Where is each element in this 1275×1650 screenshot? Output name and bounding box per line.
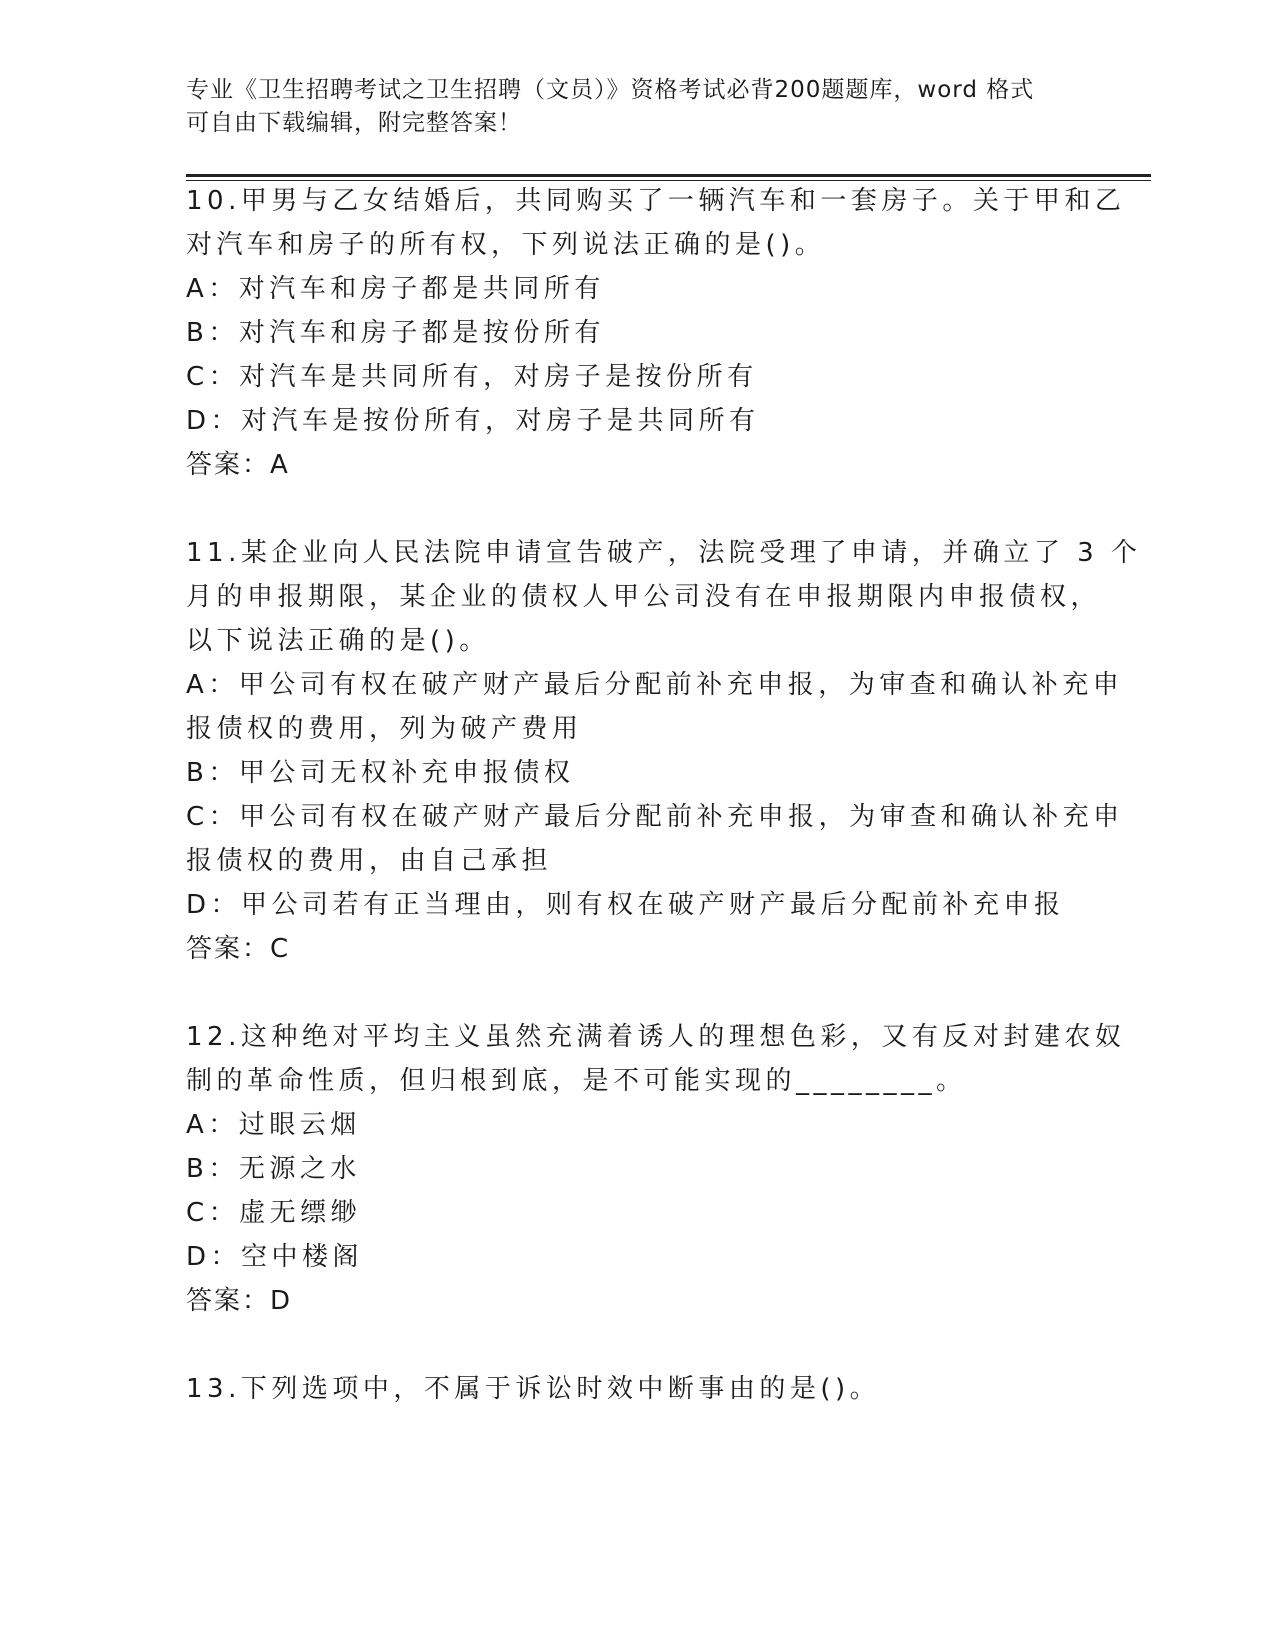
header-line: 可自由下载编辑，附完整答案！ (186, 110, 522, 136)
question-stem: 13.下列选项中，不属于诉讼时效中断事由的是()。 (186, 1374, 881, 1404)
option-d: D：空中楼阁 (186, 1242, 364, 1272)
option-a-continued: 报债权的费用，列为破产费用 (186, 714, 583, 744)
option-a: A：过眼云烟 (186, 1110, 361, 1140)
question-stem: 月的申报期限，某企业的债权人甲公司没有在申报期限内申报债权， (186, 582, 1102, 612)
header-divider-thin (186, 180, 1151, 181)
option-c-continued: 报债权的费用，由自己承担 (186, 846, 553, 876)
document-header (186, 74, 1066, 140)
option-b: B：对汽车和房子都是按份所有 (186, 318, 605, 348)
option-d: D：对汽车是按份所有，对房子是共同所有 (186, 406, 760, 436)
answer: 答案：A (186, 450, 290, 480)
option-d: D：甲公司若有正当理由，则有权在破产财产最后分配前补充申报 (186, 890, 1065, 920)
header-line: 专业《卫生招聘考试之卫生招聘（文员）》资格考试必背200题题库，word 格式 (186, 77, 1035, 103)
option-b: B：甲公司无权补充申报债权 (186, 758, 575, 788)
question-stem: 11.某企业向人民法院申请宣告破产，法院受理了申请，并确立了 3 个 (186, 538, 1142, 568)
answer: 答案：C (186, 934, 291, 964)
question-stem: 12.这种绝对平均主义虽然充满着诱人的理想色彩，又有反对封建农奴 (186, 1022, 1126, 1052)
question-stem: 以下说法正确的是()。 (186, 626, 490, 656)
option-a: A：甲公司有权在破产财产最后分配前补充申报，为审查和确认补充申 (186, 670, 1124, 700)
option-b: B：无源之水 (186, 1154, 361, 1184)
question-stem: 10.甲男与乙女结婚后，共同购买了一辆汽车和一套房子。关于甲和乙 (186, 186, 1126, 216)
option-a: A：对汽车和房子都是共同所有 (186, 274, 605, 304)
header-divider-thick (186, 174, 1151, 177)
option-c: C：甲公司有权在破产财产最后分配前补充申报，为审查和确认补充申 (186, 802, 1124, 832)
question-stem: 对汽车和房子的所有权，下列说法正确的是()。 (186, 230, 826, 260)
option-c: C：虚无缥缈 (186, 1198, 362, 1228)
answer: 答案：D (186, 1286, 293, 1316)
question-stem: 制的革命性质，但归根到底，是不可能实现的________。 (186, 1066, 967, 1096)
option-c: C：对汽车是共同所有，对房子是按份所有 (186, 362, 758, 392)
